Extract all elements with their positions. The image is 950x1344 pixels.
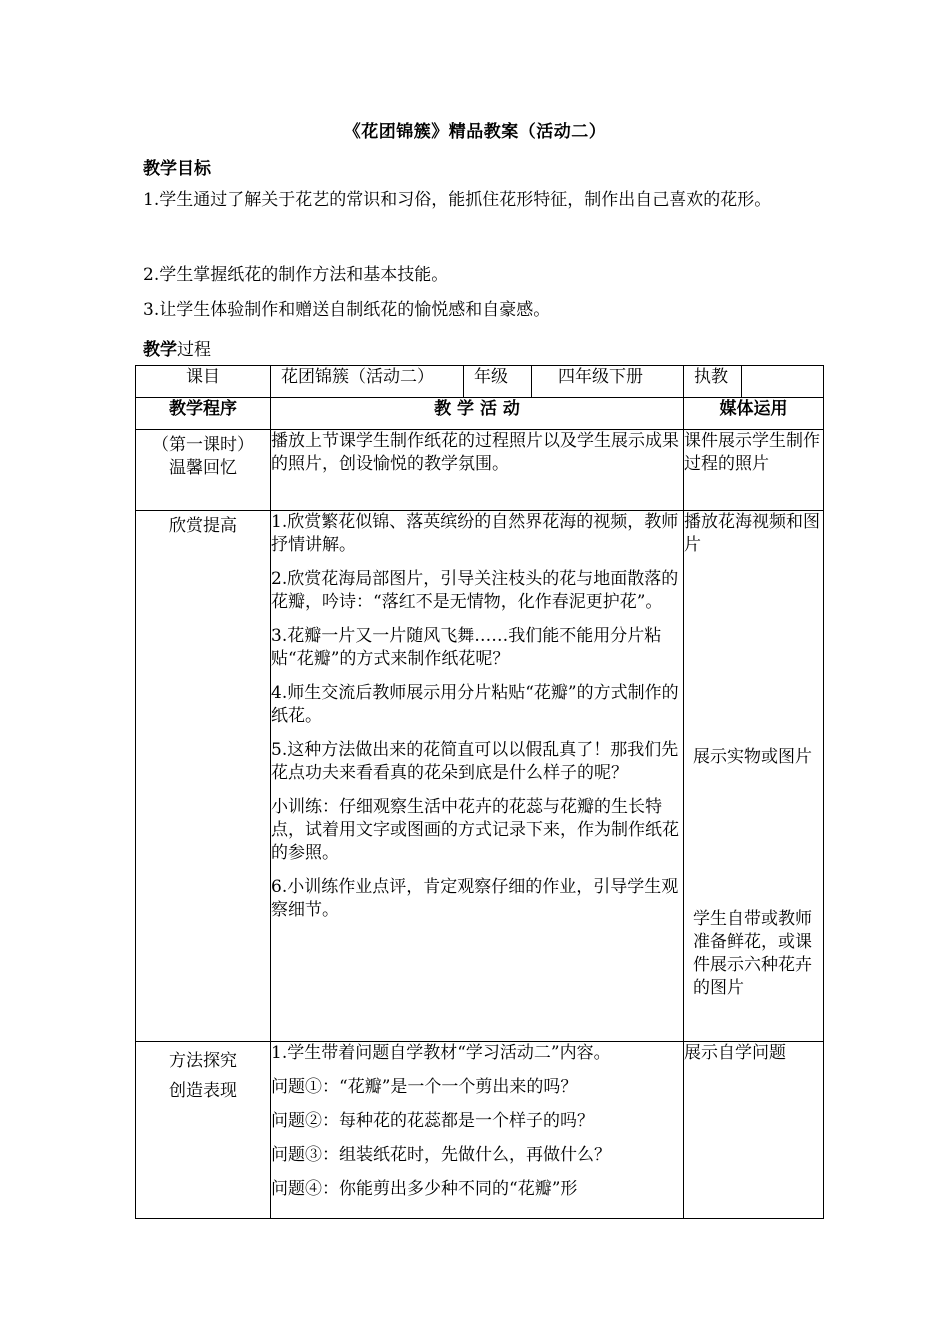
course-label: 课目 [136,366,271,398]
activity-item: 问题②：每种花的花蕊都是一个样子的吗？ [271,1111,594,1131]
objective-2: 2.学生掌握纸花的制作方法和基本技能。 [143,265,449,285]
activity-item: 问题①：“花瓣”是一个一个剪出来的吗？ [271,1077,578,1097]
stage-cell [136,1042,271,1219]
activity-item: 6.小训练作业点评，肯定观察仔细的作业，引导学生观察细节。 [271,877,679,920]
stage-line: 方法探究 [169,1051,237,1071]
media-item: 学生自带或教师准备鲜花，或课件展示六种花卉的图片 [693,909,812,998]
document-title: 《花团锦簇》精品教案（活动二） [343,122,607,142]
objective-3: 3.让学生体验制作和赠送自制纸花的愉悦感和自豪感。 [143,300,551,320]
media-item: 展示实物或图片 [693,747,812,767]
stage-line: （第一课时） [152,435,254,455]
process-heading-bold: 教学 [143,340,177,360]
process-heading-normal: 过程 [177,340,211,360]
stage-line: 欣赏提高 [169,516,237,536]
media-cell [684,1042,824,1219]
activity-item: 小训练：仔细观察生活中花卉的花蕊与花瓣的生长特点，试着用文字或图画的方式记录下来，作为制作纸花的参照。 [271,797,679,863]
process-heading [143,335,211,360]
activity-item: 3.花瓣一片又一片随风飞舞……我们能不能用分片粘贴“花瓣”的方式来制作纸花呢？ [271,626,662,669]
table-row [136,1042,824,1219]
table-row [136,430,824,511]
activity-item: 2.欣赏花海局部图片，引导关注枝头的花与地面散落的花瓣，吟诗：“落红不是无情物，化作春泥更护花”。 [271,569,679,612]
activity-item: 1.欣赏繁花似锦、落英缤纷的自然界花海的视频，教师抒情讲解。 [271,512,679,555]
lesson-table [135,365,824,1219]
stage-cell [136,511,271,1042]
header-activity: 教 学 活 动 [271,398,684,430]
table-row [136,511,824,1042]
grade-label: 年级 [464,366,532,398]
media-cell [684,511,824,1042]
stage-line: 创造表现 [169,1081,237,1101]
header-media: 媒体运用 [684,398,824,430]
grade-value: 四年级下册 [532,366,684,398]
objective-1: 1.学生通过了解关于花艺的常识和习俗，能抓住花形特征，制作出自己喜欢的花形。 [143,190,772,210]
media-item: 播放花海视频和图片 [684,512,820,555]
activity-item: 4.师生交流后教师展示用分片粘贴“花瓣”的方式制作的纸花。 [271,683,679,726]
header-procedure: 教学程序 [136,398,271,430]
teacher-value [742,366,824,398]
activity-item: 5.这种方法做出来的花简直可以以假乱真了！那我们先花点功夫来看看真的花朵到底是什么样子的呢？ [271,740,679,783]
objectives-heading: 教学目标 [143,159,211,179]
media-cell [684,430,824,511]
activity-cell [271,1042,684,1219]
activity-item: 问题④：你能剪出多少种不同的“花瓣”形 [271,1179,578,1199]
teacher-label: 执教 [684,366,742,398]
course-value: 花团锦簇（活动二） [271,366,464,398]
activity-cell [271,511,684,1042]
info-row [136,366,824,398]
activity-cell [271,430,684,511]
activity-item: 问题③：组装纸花时，先做什么，再做什么？ [271,1145,611,1165]
activity-item: 1.学生带着问题自学教材“学习活动二”内容。 [271,1043,611,1063]
media-item: 展示自学问题 [684,1043,786,1063]
activity-item: 播放上节课学生制作纸花的过程照片以及学生展示成果的照片，创设愉悦的教学氛围。 [271,431,679,474]
media-item: 课件展示学生制作过程的照片 [684,431,820,474]
stage-line: 温馨回忆 [169,458,237,478]
header-row [136,398,824,430]
stage-cell [136,430,271,511]
